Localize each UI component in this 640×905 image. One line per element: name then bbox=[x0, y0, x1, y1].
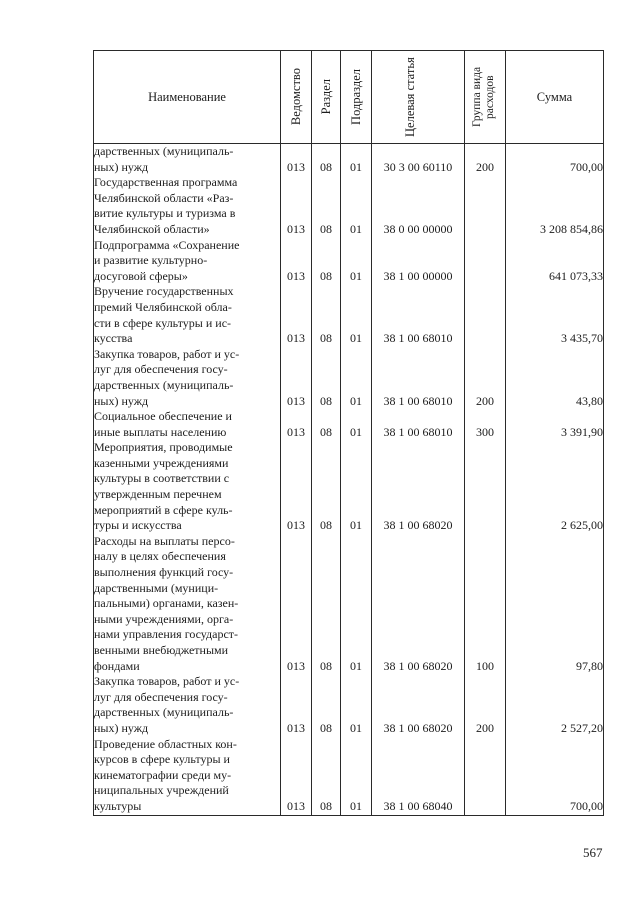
cell-gruppa bbox=[465, 440, 506, 534]
cell-celevaya: 38 1 00 68010 bbox=[372, 409, 465, 440]
name-line: дарственных (муниципаль- bbox=[94, 377, 234, 392]
table-row bbox=[94, 440, 604, 534]
name-line: ными учреждениями, орга- bbox=[94, 611, 234, 626]
cell-celevaya: 38 1 00 68020 bbox=[372, 534, 465, 674]
table-row bbox=[94, 144, 604, 176]
cell-razdel: 08 bbox=[312, 409, 341, 440]
cell-podrazdel: 01 bbox=[341, 674, 372, 736]
cell-name bbox=[94, 284, 281, 346]
name-line: налу в целях обеспечения bbox=[94, 549, 226, 564]
name-line: утвержденным перечнем bbox=[94, 487, 222, 502]
page-number: 567 bbox=[583, 845, 603, 860]
cell-gruppa bbox=[465, 284, 506, 346]
name-line: премий Челябинской обла- bbox=[94, 299, 232, 314]
cell-razdel: 08 bbox=[312, 347, 341, 409]
name-line: Государственная программа bbox=[94, 175, 238, 190]
name-line: дарственных (муниципаль- bbox=[94, 144, 234, 158]
cell-vedomstvo: 013 bbox=[281, 534, 312, 674]
name-line: Челябинской области «Раз- bbox=[94, 190, 234, 205]
cell-name bbox=[94, 409, 281, 440]
cell-name bbox=[94, 674, 281, 736]
cell-vedomstvo: 013 bbox=[281, 409, 312, 440]
name-line: Подпрограмма «Сохранение bbox=[94, 237, 240, 252]
table-body bbox=[94, 144, 604, 816]
cell-razdel: 08 bbox=[312, 440, 341, 534]
cell-celevaya: 38 0 00 00000 bbox=[372, 175, 465, 237]
name-line: луг для обеспечения госу- bbox=[94, 362, 228, 377]
cell-podrazdel: 01 bbox=[341, 347, 372, 409]
cell-celevaya: 38 1 00 68040 bbox=[372, 737, 465, 815]
budget-table bbox=[93, 50, 604, 816]
name-line: казенными учреждениями bbox=[94, 455, 229, 470]
header-vedomstvo: Ведомство bbox=[281, 51, 312, 144]
cell-podrazdel: 01 bbox=[341, 238, 372, 285]
name-line: венными внебюджетными bbox=[94, 643, 229, 657]
name-line: выполнения функций госу- bbox=[94, 565, 234, 580]
name-line: дарственных (муниципаль- bbox=[94, 705, 234, 720]
name-line: курсов в сфере культуры и bbox=[94, 752, 230, 767]
cell-name bbox=[94, 238, 281, 285]
cell-celevaya: 38 1 00 68010 bbox=[372, 284, 465, 346]
name-line: досуговой сферы» bbox=[94, 268, 188, 283]
cell-summa: 2 625,00 bbox=[506, 440, 604, 534]
cell-vedomstvo: 013 bbox=[281, 238, 312, 285]
cell-gruppa bbox=[465, 175, 506, 237]
name-line: Социальное обеспечение и bbox=[94, 409, 232, 424]
cell-summa: 3 435,70 bbox=[506, 284, 604, 346]
name-line: иные выплаты населению bbox=[94, 424, 227, 439]
name-line: культуры bbox=[94, 798, 142, 813]
cell-gruppa bbox=[465, 238, 506, 285]
cell-gruppa bbox=[465, 737, 506, 815]
name-line: нами управления государст- bbox=[94, 627, 239, 642]
cell-gruppa: 100 bbox=[465, 534, 506, 674]
cell-summa: 3 391,90 bbox=[506, 409, 604, 440]
cell-podrazdel: 01 bbox=[341, 409, 372, 440]
cell-name bbox=[94, 737, 281, 815]
name-line: фондами bbox=[94, 658, 140, 673]
cell-summa: 700,00 bbox=[506, 737, 604, 815]
table-row bbox=[94, 534, 604, 674]
cell-podrazdel: 01 bbox=[341, 175, 372, 237]
cell-vedomstvo: 013 bbox=[281, 347, 312, 409]
cell-podrazdel: 01 bbox=[341, 144, 372, 176]
cell-summa: 2 527,20 bbox=[506, 674, 604, 736]
table-row bbox=[94, 175, 604, 237]
cell-podrazdel: 01 bbox=[341, 440, 372, 534]
table-row bbox=[94, 674, 604, 736]
name-line: пальными) органами, казен- bbox=[94, 596, 239, 611]
table-row bbox=[94, 238, 604, 285]
cell-razdel: 08 bbox=[312, 737, 341, 815]
cell-vedomstvo: 013 bbox=[281, 284, 312, 346]
name-line: ниципальных учреждений bbox=[94, 783, 229, 798]
name-line: туры и искусства bbox=[94, 518, 182, 533]
cell-summa: 97,80 bbox=[506, 534, 604, 674]
name-line: культуры в соответствии с bbox=[94, 471, 230, 486]
cell-razdel: 08 bbox=[312, 284, 341, 346]
name-line: Закупка товаров, работ и ус- bbox=[94, 674, 240, 689]
name-line: Расходы на выплаты персо- bbox=[94, 533, 235, 548]
cell-celevaya: 38 1 00 68020 bbox=[372, 674, 465, 736]
name-line: ных) нужд bbox=[94, 720, 149, 735]
name-line: Закупка товаров, работ и ус- bbox=[94, 346, 240, 361]
name-line: витие культуры и туризма в bbox=[94, 206, 236, 221]
cell-summa: 3 208 854,86 bbox=[506, 175, 604, 237]
cell-gruppa: 200 bbox=[465, 144, 506, 176]
name-line: Вручение государственных bbox=[94, 284, 234, 299]
cell-podrazdel: 01 bbox=[341, 737, 372, 815]
cell-summa: 700,00 bbox=[506, 144, 604, 176]
name-line: мероприятий в сфере куль- bbox=[94, 502, 233, 517]
name-line: ных) нужд bbox=[94, 159, 149, 174]
cell-razdel: 08 bbox=[312, 175, 341, 237]
cell-vedomstvo: 013 bbox=[281, 440, 312, 534]
name-line: луг для обеспечения госу- bbox=[94, 689, 228, 704]
name-line: и развитие культурно- bbox=[94, 253, 208, 268]
name-line: Проведение областных кон- bbox=[94, 736, 237, 751]
cell-celevaya: 38 1 00 68020 bbox=[372, 440, 465, 534]
cell-celevaya: 38 1 00 68010 bbox=[372, 347, 465, 409]
cell-razdel: 08 bbox=[312, 674, 341, 736]
cell-razdel: 08 bbox=[312, 534, 341, 674]
header-name: Наименование bbox=[94, 51, 281, 144]
table-row bbox=[94, 737, 604, 815]
cell-podrazdel: 01 bbox=[341, 534, 372, 674]
cell-name bbox=[94, 347, 281, 409]
name-line: Мероприятия, проводимые bbox=[94, 440, 233, 455]
cell-summa: 43,80 bbox=[506, 347, 604, 409]
header-podrazdel: Подраздел bbox=[341, 51, 372, 144]
cell-vedomstvo: 013 bbox=[281, 674, 312, 736]
header-celevaya: Целевая статья bbox=[372, 51, 465, 144]
cell-name bbox=[94, 175, 281, 237]
header-razdel: Раздел bbox=[312, 51, 341, 144]
table-row bbox=[94, 284, 604, 346]
name-line: сти в сфере культуры и ис- bbox=[94, 315, 232, 330]
name-line: кинематографии среди му- bbox=[94, 767, 232, 782]
cell-gruppa: 300 bbox=[465, 409, 506, 440]
cell-celevaya: 30 3 00 60110 bbox=[372, 144, 465, 176]
cell-vedomstvo: 013 bbox=[281, 144, 312, 176]
cell-summa: 641 073,33 bbox=[506, 238, 604, 285]
header-summa: Сумма bbox=[506, 51, 604, 144]
cell-name bbox=[94, 534, 281, 674]
header-gruppa: Группа вида расходов bbox=[465, 51, 506, 144]
cell-podrazdel: 01 bbox=[341, 284, 372, 346]
cell-celevaya: 38 1 00 00000 bbox=[372, 238, 465, 285]
cell-gruppa: 200 bbox=[465, 347, 506, 409]
cell-razdel: 08 bbox=[312, 238, 341, 285]
cell-gruppa: 200 bbox=[465, 674, 506, 736]
name-line: Челябинской области» bbox=[94, 221, 210, 236]
name-line: кусства bbox=[94, 331, 133, 346]
name-line: ных) нужд bbox=[94, 393, 149, 408]
table-header-row bbox=[94, 51, 604, 144]
cell-vedomstvo: 013 bbox=[281, 175, 312, 237]
table-row bbox=[94, 347, 604, 409]
cell-razdel: 08 bbox=[312, 144, 341, 176]
cell-vedomstvo: 013 bbox=[281, 737, 312, 815]
cell-name bbox=[94, 440, 281, 534]
name-line: дарственными (муници- bbox=[94, 580, 219, 595]
cell-name bbox=[94, 144, 281, 176]
table-row bbox=[94, 409, 604, 440]
